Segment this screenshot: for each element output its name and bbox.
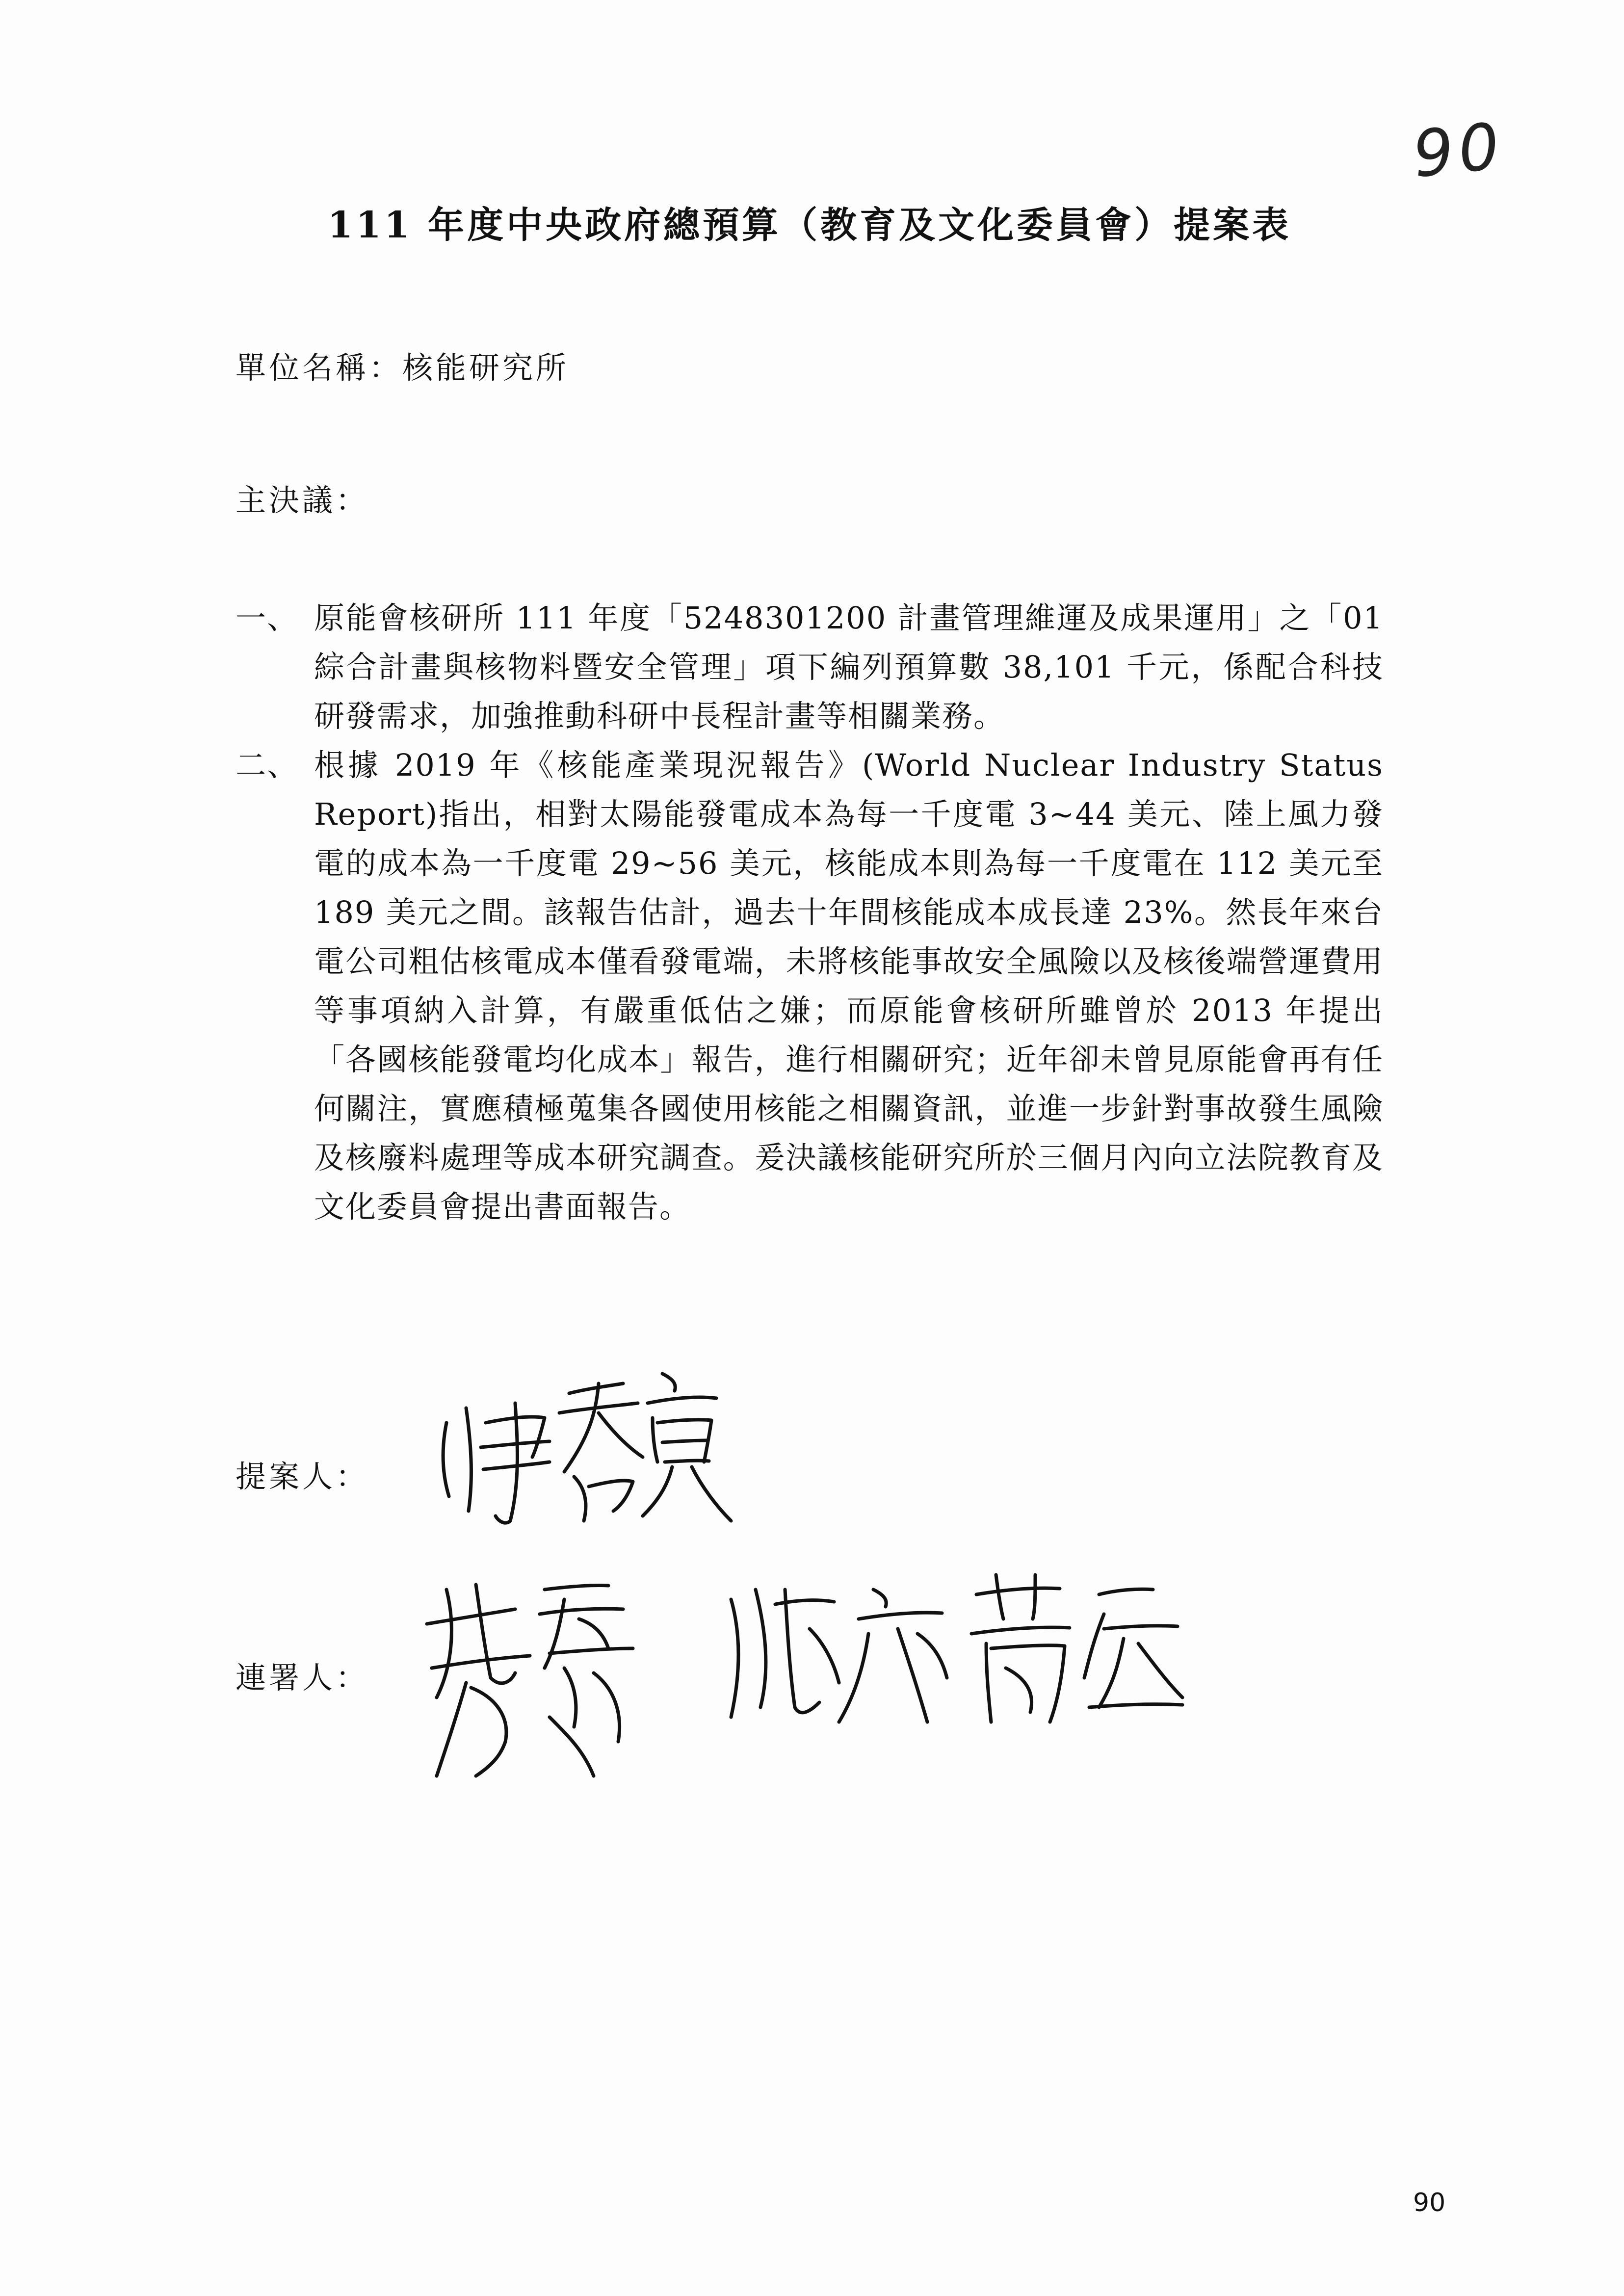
item-text: 根據 2019 年《核能產業現況報告》(World Nuclear Industry Status Report)指出，相對太陽能發電成本為每一千度電 3~44 美元、陸上風力發電的成本為一千度電 29~56 美元，核能成本則為每一千度電在 112 美元至 189 美元之間。該報告估計，過去十年間核能成本成長達 23%。然長年來台電公司粗估核電成本僅看發電端，未將核能事故安全風險以及核後端營運費用等事項納入計算，有嚴重低估之嫌；而原能會核研所雖曾於 2013 年提出「各國核能發電均化成本」報告，進行相關研究；近年卻未曾見原能會再有任何關注，實應積極蒐集各國使用核能之相關資訊，並進一步針對事故發生風險及核廢料處理等成本研究調查。爰決議核能研究所於三個月內向立法院教育及文化委員會提出書面報告。 xyxy=(314,747,1384,1225)
unit-name: 單位名稱：核能研究所 xyxy=(236,350,570,386)
handwritten-page-number: 90 xyxy=(1409,108,1508,192)
document-title: 111 年度中央政府總預算（教育及文化委員會）提案表 xyxy=(327,204,1292,246)
resolution-items xyxy=(236,594,1384,1231)
resolution-item-1 xyxy=(236,594,1384,741)
page-number: 90 xyxy=(1413,2188,1446,2218)
resolution-item-2 xyxy=(236,741,1384,1231)
item-marker: 一、 xyxy=(236,600,299,636)
main-resolution-label: 主決議： xyxy=(236,482,369,518)
item-text: 原能會核研所 111 年度「5248301200 計畫管理維運及成果運用」之「01 綜合計畫與核物料暨安全管理」項下編列預算數 38,101 千元，係配合科技研發需求，加強推動科研中長程計畫等相關業務。 xyxy=(314,600,1384,734)
proposer-label: 提案人： xyxy=(236,1459,369,1494)
cosigner-label: 連署人： xyxy=(236,1660,369,1696)
cosigner-signature-2 xyxy=(711,1560,1202,1747)
cosigner-signature-1 xyxy=(417,1570,672,1796)
proposer-signature xyxy=(427,1364,741,1531)
item-marker: 二、 xyxy=(236,747,299,783)
